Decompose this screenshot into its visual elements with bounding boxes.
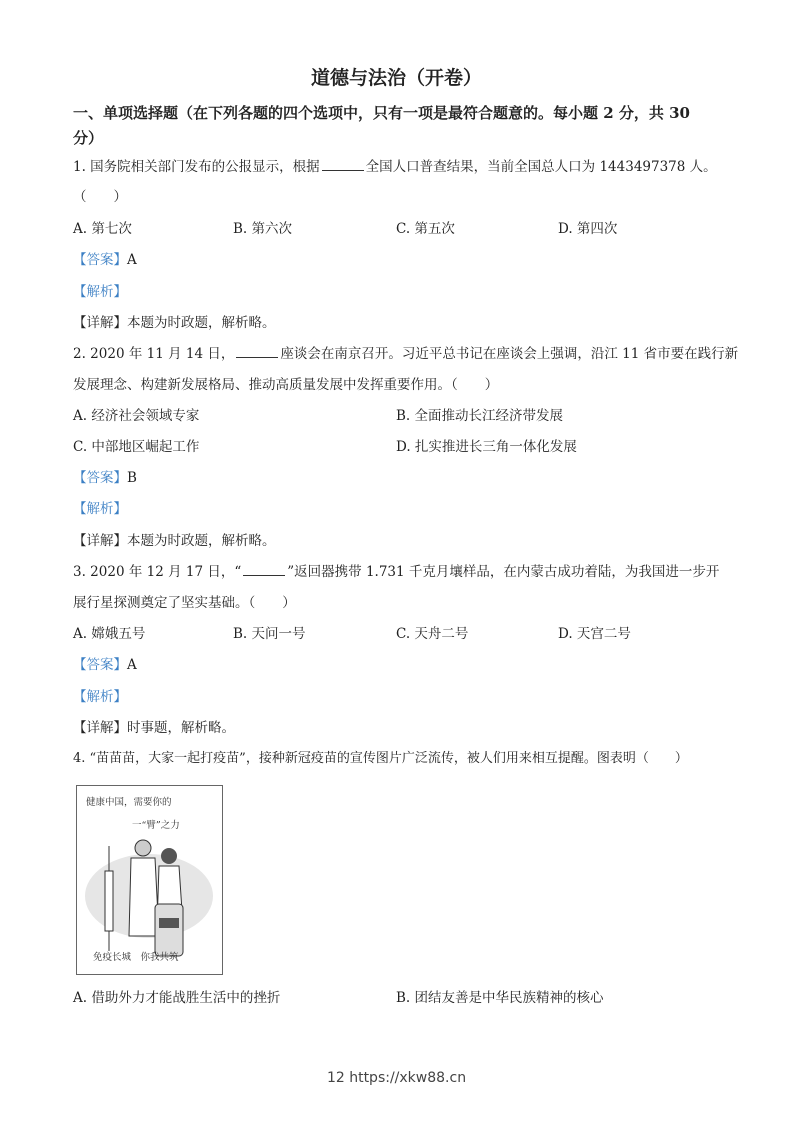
q2-detail: [73, 531, 276, 551]
q3-analysis-label: 【解析】: [73, 689, 127, 705]
question-4-stem: 4. “苗苗苗，大家一起打疫苗”，接种新冠疫苗的宣传图片广泛流传，被人们用来相互提醒。图表明（ ）: [73, 751, 688, 766]
question-2-stem-cont: 发展理念、构建新发展格局、推动高质量发展中发挥重要作用。（ ）: [73, 377, 499, 393]
stem-part: 1. 国务院相关部门发布的公报显示，根据: [73, 159, 320, 175]
q4-option-b: B. 团结友善是中华民族精神的核心: [396, 990, 604, 1006]
poster-text-bottom: 免疫长城 你我共筑: [93, 952, 179, 963]
detail-text: 本题为时政题，解析略。: [127, 533, 276, 549]
q1-analysis-label: 【解析】: [73, 284, 127, 300]
q2-answer: [73, 468, 137, 488]
question-1-paren: （ ）: [73, 189, 127, 205]
q2-option-d: D. 扎实推进长三角一体化发展: [396, 439, 577, 455]
stem-part: 全国人口普查结果，当前全国总人口为 1443497378 人。: [365, 159, 717, 175]
section-heading-cont: 分）: [73, 129, 104, 147]
question-3-stem-cont: 展行星探测奠定了坚实基础。（ ）: [73, 595, 296, 611]
fill-blank: [322, 158, 364, 171]
detail-text: 本题为时政题，解析略。: [127, 315, 276, 331]
fill-blank: [243, 563, 285, 576]
q2-option-c: C. 中部地区崛起工作: [73, 439, 200, 455]
answer-label: 【答案】: [73, 252, 127, 268]
question-3-stem: [73, 562, 719, 582]
page-title: 道德与法治（开卷）: [310, 67, 482, 89]
q2-option-a: A. 经济社会领域专家: [73, 408, 200, 424]
q3-option-d: D. 天宫二号: [558, 626, 631, 642]
answer-label: 【答案】: [73, 470, 127, 486]
doctors-syringe-illustration: [77, 786, 222, 974]
q3-option-c: C. 天舟二号: [396, 626, 469, 642]
fill-blank: [236, 345, 278, 358]
answer-value: A: [127, 252, 137, 268]
detail-label: 【详解】: [73, 720, 127, 736]
q3-option-b: B. 天问一号: [233, 626, 306, 642]
vaccine-poster-image: [76, 785, 223, 975]
answer-value: A: [127, 657, 137, 673]
q3-option-a: A. 嫦娥五号: [73, 626, 146, 642]
q3-detail: [73, 718, 235, 738]
section-heading: 一、单项选择题（在下列各题的四个选项中，只有一项是最符合题意的。每小题 2 分，共 30: [73, 104, 690, 122]
stem-part: 座谈会在南京召开。习近平总书记在座谈会上强调，沿江 11 省市要在践行新: [280, 346, 739, 362]
question-2-stem: [73, 344, 738, 364]
q1-option-c: C. 第五次: [396, 221, 455, 237]
poster-text-arm: 一“臂”之力: [132, 820, 180, 831]
page-footer: 12 https://xkw88.cn: [326, 1070, 467, 1086]
q1-option-a: A. 第七次: [73, 221, 132, 237]
q2-analysis-label: 【解析】: [73, 501, 127, 517]
answer-label: 【答案】: [73, 657, 127, 673]
q2-option-b: B. 全面推动长江经济带发展: [396, 408, 564, 424]
stem-part: ”返回器携带 1.731 千克月壤样品，在内蒙古成功着陆，为我国进一步开: [287, 564, 720, 580]
detail-text: 时事题，解析略。: [127, 720, 235, 736]
stem-part: 3. 2020 年 12 月 17 日，“: [73, 564, 242, 580]
q3-answer: [73, 655, 137, 675]
q1-option-b: B. 第六次: [233, 221, 293, 237]
question-1-stem: [73, 157, 717, 177]
answer-value: B: [127, 470, 137, 486]
poster-text-top: 健康中国，需要你的: [86, 797, 172, 808]
q1-detail: [73, 313, 276, 333]
stem-part: 2. 2020 年 11 月 14 日，: [73, 346, 235, 362]
detail-label: 【详解】: [73, 315, 127, 331]
q1-option-d: D. 第四次: [558, 221, 618, 237]
detail-label: 【详解】: [73, 533, 127, 549]
q1-answer: [73, 250, 137, 270]
q4-option-a: A. 借助外力才能战胜生活中的挫折: [73, 990, 281, 1006]
